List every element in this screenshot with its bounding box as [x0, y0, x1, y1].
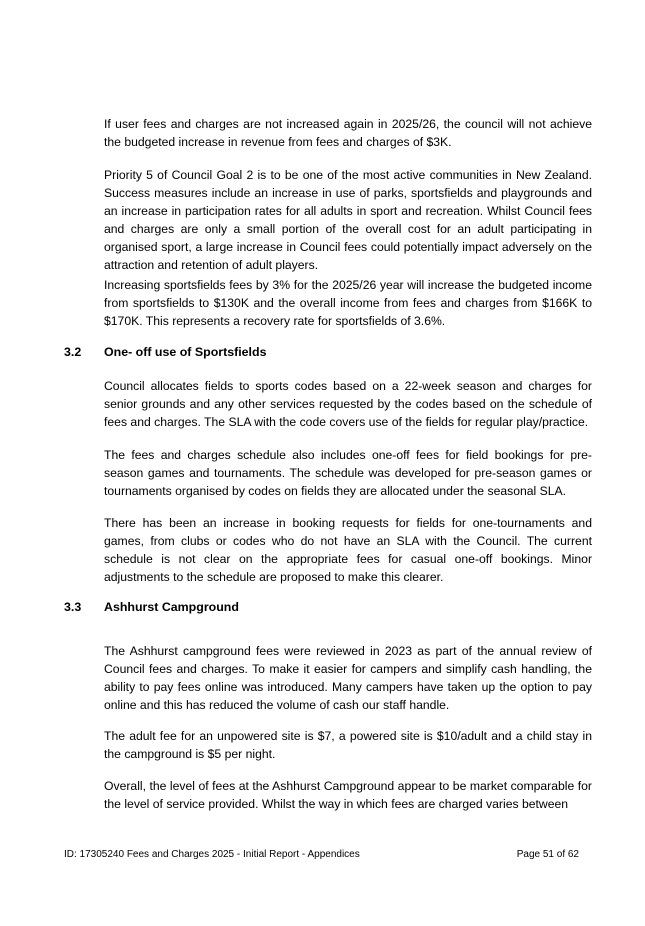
section-title: Ashhurst Campground	[104, 600, 239, 614]
section-heading-3-3	[64, 598, 584, 616]
section-number: 3.3	[64, 600, 82, 614]
section-number: 3.2	[64, 345, 82, 359]
paragraph-market-comparable: Overall, the level of fees at the Ashhurst Campground appear to be market comparable for the level of service provided. Whilst the way in which fees are charged varies between	[104, 779, 592, 811]
paragraph-booking-requests: There has been an increase in booking requests for fields for one-tournaments and games, from clubs or codes who do not have an SLA with the Council. The current schedule is not clear on the appropriate fees for casual one-off bookings. Minor adjustments to the schedule are proposed to make this clearer.	[104, 516, 592, 584]
paragraph-field-allocation: Council allocates fields to sports codes based on a 22-week season and charges for senior grounds and any other services requested by the codes based on the schedule of fees and charges. The SLA with the code covers use of the fields for regular play/practice.	[104, 379, 592, 429]
section-title: One- off use of Sportsfields	[104, 345, 267, 359]
footer-page-number: Page 51 of 62	[516, 849, 579, 860]
paragraph-campground-fees: The adult fee for an unpowered site is $7, a powered site is $10/adult and a child stay in the campground is $5 per night.	[104, 729, 592, 761]
footer-document-id: ID: 17305240 Fees and Charges 2025 - Initial Report - Appendices	[64, 849, 360, 860]
paragraph-sportsfields-increase: Increasing sportsfields fees by 3% for the 2025/26 year will increase the budgeted income from sportsfields to $130K and the overall income from fees and charges from $166K to $170K. This represents a recovery rate for sportsfields of 3.6%.	[104, 278, 592, 328]
page-footer	[64, 848, 579, 861]
section-heading-3-2	[64, 343, 584, 361]
paragraph-one-off-fees: The fees and charges schedule also includes one-off fees for field bookings for pre-season games and tournaments. The schedule was developed for pre-season games or tournaments organised by codes on fields they are allocated under the seasonal SLA.	[104, 448, 592, 498]
paragraph-campground-review: The Ashhurst campground fees were reviewed in 2023 as part of the annual review of Council fees and charges. To make it easier for campers and simplify cash handling, the ability to pay fees online was introduced. Many campers have taken up the option to pay online and this has reduced the volume of cash our staff handle.	[104, 644, 592, 712]
paragraph-priority-5: Priority 5 of Council Goal 2 is to be one of the most active communities in New Zealand. Success measures include an increase in use of parks, sportsfields and playgrounds and an increase in participation rates for all adults in sport and recreation. Whilst Council fees and charges are only a small portion of the overall cost for an adult participating in organised sport, a large increase in Council fees could potentially impact adversely on the attraction and retention of adult players.	[104, 168, 592, 272]
paragraph-fee-increase: If user fees and charges are not increased again in 2025/26, the council will not achieve the budgeted increase in revenue from fees and charges of $3K.	[104, 117, 592, 149]
